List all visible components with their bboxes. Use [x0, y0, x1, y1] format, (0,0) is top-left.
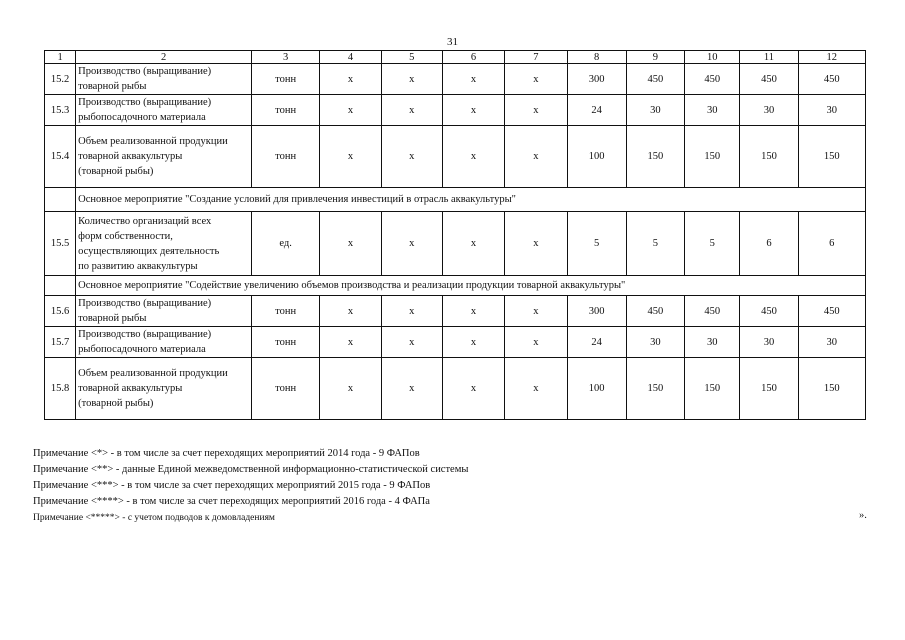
value-cell: х — [320, 212, 381, 276]
value-cell: х — [381, 296, 442, 327]
value-cell: 450 — [626, 296, 684, 327]
value-cell: х — [381, 212, 442, 276]
value-cell: х — [320, 126, 381, 188]
value-cell: 30 — [626, 327, 684, 358]
value-cell: х — [442, 212, 504, 276]
indicator-name-line: Количество организаций всех — [78, 215, 212, 227]
value-cell: 450 — [740, 296, 798, 327]
value-cell: 300 — [567, 64, 626, 95]
header-cell: 5 — [381, 51, 442, 64]
section-row — [45, 188, 866, 212]
indicator-name-line: товарной аквакультуры — [78, 383, 183, 394]
value-cell: х — [505, 358, 567, 420]
value-cell: х — [320, 327, 381, 358]
table-row — [45, 212, 866, 276]
indicator-name-line: рыбопосадочного материала — [78, 112, 206, 123]
indicator-name — [76, 126, 252, 188]
value-cell: х — [320, 64, 381, 95]
value-cell: 5 — [567, 212, 626, 276]
value-cell: 150 — [685, 358, 740, 420]
header-cell: 9 — [626, 51, 684, 64]
table-row — [45, 126, 866, 188]
header-cell: 4 — [320, 51, 381, 64]
value-cell: х — [320, 296, 381, 327]
value-cell: 450 — [626, 64, 684, 95]
value-cell: 30 — [685, 327, 740, 358]
table-row — [45, 327, 866, 358]
value-cell: 6 — [740, 212, 798, 276]
header-cell: 7 — [505, 51, 567, 64]
row-number: 15.2 — [45, 64, 76, 95]
table-row — [45, 64, 866, 95]
value-cell: 30 — [685, 95, 740, 126]
note-2: Примечание <**> - данные Единой межведомственной информационно-статистической системы — [33, 464, 469, 475]
header-row — [45, 51, 866, 64]
value-cell: 6 — [798, 212, 865, 276]
unit-cell: тонн — [251, 95, 319, 126]
page-number: 31 — [447, 36, 458, 48]
value-cell: х — [505, 64, 567, 95]
indicator-name-line: Производство (выращивание) — [78, 66, 212, 77]
value-cell: 24 — [567, 95, 626, 126]
header-cell: 2 — [76, 51, 252, 64]
indicator-name-line: Производство (выращивание) — [78, 329, 212, 340]
unit-cell: тонн — [251, 358, 319, 420]
notes — [33, 446, 468, 526]
value-cell: х — [442, 95, 504, 126]
indicator-name-line: Производство (выращивание) — [78, 298, 212, 309]
value-cell: 150 — [798, 358, 865, 420]
header-cell: 10 — [685, 51, 740, 64]
section-title: Основное мероприятие "Содействие увеличению объемов производства и реализации продукции товарной аквакультуры" — [76, 276, 866, 296]
value-cell: 150 — [626, 126, 684, 188]
unit-cell: тонн — [251, 296, 319, 327]
indicator-name — [76, 95, 252, 126]
header-cell: 12 — [798, 51, 865, 64]
value-cell: 150 — [626, 358, 684, 420]
value-cell: 450 — [685, 296, 740, 327]
value-cell: 30 — [798, 327, 865, 358]
value-cell: 30 — [740, 327, 798, 358]
value-cell: х — [320, 358, 381, 420]
row-number: 15.6 — [45, 296, 76, 327]
value-cell: х — [381, 64, 442, 95]
indicator-name-line: форм собственности, — [78, 230, 173, 242]
table-row — [45, 95, 866, 126]
value-cell: 300 — [567, 296, 626, 327]
row-number: 15.7 — [45, 327, 76, 358]
indicator-name — [76, 212, 252, 276]
value-cell: х — [320, 95, 381, 126]
value-cell: 5 — [685, 212, 740, 276]
note-1: Примечание <*> - в том числе за счет переходящих мероприятий 2014 года - 9 ФАПов — [33, 448, 420, 459]
value-cell: х — [442, 296, 504, 327]
value-cell: х — [505, 212, 567, 276]
indicator-name-line: рыбопосадочного материала — [78, 344, 206, 355]
table-row — [45, 358, 866, 420]
header-cell: 6 — [442, 51, 504, 64]
value-cell: х — [381, 95, 442, 126]
value-cell: х — [381, 327, 442, 358]
section-row — [45, 276, 866, 296]
indicator-name-line: товарной аквакультуры — [78, 151, 183, 162]
indicator-name — [76, 358, 252, 420]
unit-cell: тонн — [251, 327, 319, 358]
indicator-name-line: (товарной рыбы) — [78, 166, 154, 177]
value-cell: х — [381, 126, 442, 188]
row-number: 15.4 — [45, 126, 76, 188]
value-cell: 100 — [567, 358, 626, 420]
indicator-name — [76, 327, 252, 358]
note-5: Примечание <*****> - с учетом подводов к домовладениям — [33, 513, 275, 523]
value-cell: х — [442, 358, 504, 420]
table-row — [45, 296, 866, 327]
value-cell: х — [442, 64, 504, 95]
note-4: Примечание <****> - в том числе за счет переходящих мероприятий 2016 года - 4 ФАПа — [33, 496, 430, 507]
unit-cell: тонн — [251, 126, 319, 188]
section-title: Основное мероприятие "Создание условий для привлечения инвестиций в отрасль аквакультуры" — [76, 188, 866, 212]
indicator-name — [76, 296, 252, 327]
value-cell: 450 — [798, 64, 865, 95]
value-cell: х — [505, 296, 567, 327]
header-cell: 11 — [740, 51, 798, 64]
value-cell: х — [505, 95, 567, 126]
value-cell: 450 — [798, 296, 865, 327]
unit-cell: тонн — [251, 64, 319, 95]
header-cell: 3 — [251, 51, 319, 64]
value-cell: х — [505, 327, 567, 358]
indicator-name-line: (товарной рыбы) — [78, 398, 154, 409]
row-number: 15.8 — [45, 358, 76, 420]
indicator-name-line: по развитию аквакультуры — [78, 260, 198, 272]
unit-cell: ед. — [251, 212, 319, 276]
header-cell: 8 — [567, 51, 626, 64]
indicator-name-line: осуществляющих деятельность — [78, 245, 220, 257]
value-cell: х — [442, 327, 504, 358]
header-cell: 1 — [45, 51, 76, 64]
indicator-name-line: товарной рыбы — [78, 313, 147, 324]
note-3: Примечание <***> - в том числе за счет переходящих мероприятий 2015 года - 9 ФАПов — [33, 480, 431, 491]
value-cell: х — [505, 126, 567, 188]
value-cell: 24 — [567, 327, 626, 358]
indicators-table — [44, 50, 866, 420]
value-cell: х — [381, 358, 442, 420]
value-cell: 450 — [685, 64, 740, 95]
section-blank — [45, 276, 76, 296]
indicator-name — [76, 64, 252, 95]
value-cell: 150 — [740, 358, 798, 420]
value-cell: х — [442, 126, 504, 188]
section-blank — [45, 188, 76, 212]
row-number: 15.5 — [45, 212, 76, 276]
value-cell: 150 — [740, 126, 798, 188]
value-cell: 150 — [685, 126, 740, 188]
indicator-name-line: Объем реализованной продукции — [78, 368, 228, 379]
row-number: 15.3 — [45, 95, 76, 126]
value-cell: 150 — [798, 126, 865, 188]
indicator-name-line: Объем реализованной продукции — [78, 136, 228, 147]
closing-quote: ». — [859, 510, 867, 521]
value-cell: 30 — [798, 95, 865, 126]
value-cell: 30 — [740, 95, 798, 126]
value-cell: 100 — [567, 126, 626, 188]
indicator-name-line: товарной рыбы — [78, 81, 147, 92]
value-cell: 5 — [626, 212, 684, 276]
value-cell: 30 — [626, 95, 684, 126]
indicator-name-line: Производство (выращивание) — [78, 97, 212, 108]
value-cell: 450 — [740, 64, 798, 95]
